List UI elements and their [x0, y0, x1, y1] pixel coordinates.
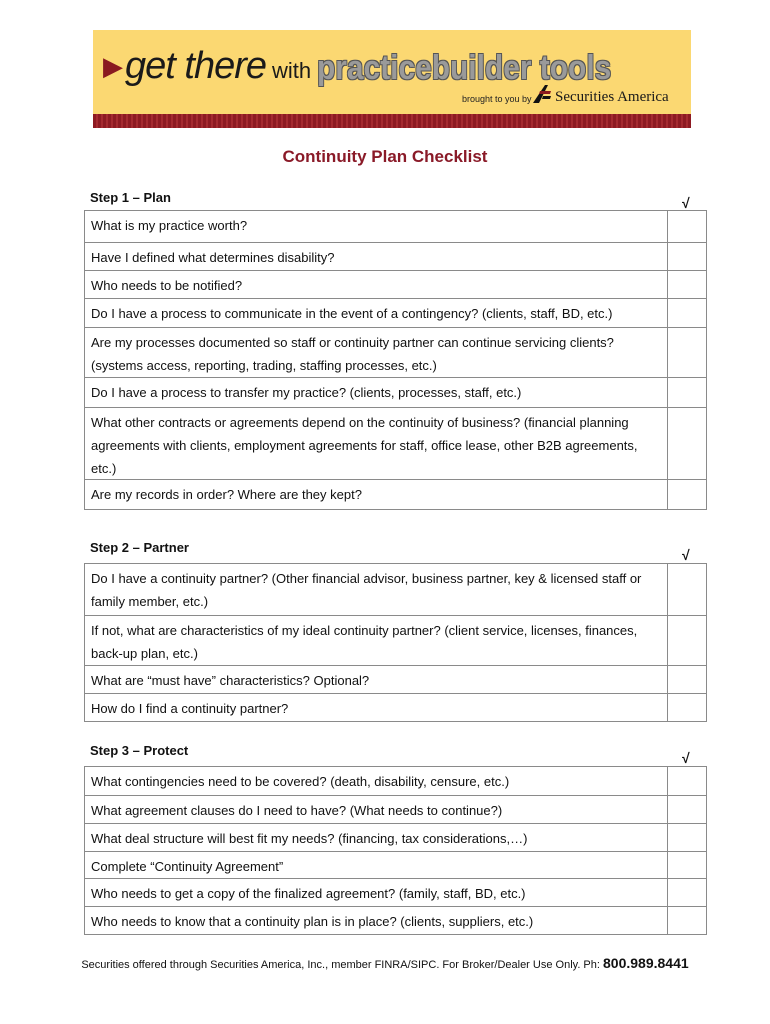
table-row: [85, 270, 706, 298]
checklist-item: What contingencies need to be covered? (death, disability, censure, etc.): [85, 767, 668, 795]
table-row: [85, 242, 706, 270]
checklist-item: What deal structure will best fit my needs? (financing, tax considerations,…): [85, 824, 668, 851]
table-row: [85, 407, 706, 479]
checkbox-cell[interactable]: [668, 907, 706, 934]
brought-to-you-by: brought to you by: [462, 94, 532, 104]
check-column-icon: √: [682, 547, 690, 563]
table-row: [85, 377, 706, 407]
checklist-item: What other contracts or agreements depend on the continuity of business? (financial planning agreements with clients, employment agreements for staff, office lease, other B2B agreements, etc.): [85, 408, 668, 479]
checkbox-cell[interactable]: [668, 243, 706, 270]
step-3-table: [84, 766, 707, 935]
page-title: Continuity Plan Checklist: [282, 147, 488, 166]
checkbox-cell[interactable]: [668, 879, 706, 906]
checklist-item: Who needs to know that a continuity plan is in place? (clients, suppliers, etc.): [85, 907, 668, 934]
check-column-icon: √: [682, 750, 690, 766]
checkbox-cell[interactable]: [668, 378, 706, 407]
checkbox-cell[interactable]: [668, 408, 706, 479]
table-row: [85, 795, 706, 823]
step-1-table: [84, 210, 707, 510]
footer-disclaimer: Securities offered through Securities America, Inc., member FINRA/SIPC. For Broker/Dealer Use Only. Ph:: [81, 959, 600, 971]
footer: [0, 955, 770, 971]
checkbox-cell[interactable]: [668, 211, 706, 242]
table-row: [85, 298, 706, 327]
table-row: [85, 211, 706, 242]
checklist-item: Have I defined what determines disability?: [85, 243, 668, 270]
table-row: [85, 564, 706, 615]
banner-title-with: with: [272, 58, 312, 83]
checkbox-cell[interactable]: [668, 796, 706, 823]
banner-title-get-there: get there: [125, 45, 266, 87]
checkbox-cell[interactable]: [668, 824, 706, 851]
checkbox-cell[interactable]: [668, 666, 706, 693]
table-row: [85, 767, 706, 795]
table-row: [85, 878, 706, 906]
table-row: [85, 615, 706, 665]
table-row: [85, 479, 706, 509]
checklist-item: Complete “Continuity Agreement”: [85, 852, 668, 878]
checklist-item: Are my records in order? Where are they kept?: [85, 480, 668, 509]
checkbox-cell[interactable]: [668, 694, 706, 721]
step-2-heading: Step 2 – Partner: [90, 540, 189, 555]
checkbox-cell[interactable]: [668, 271, 706, 298]
table-row: [85, 906, 706, 934]
checklist-item: Do I have a continuity partner? (Other financial advisor, business partner, key & licensed staff or family member, etc.): [85, 564, 668, 615]
checklist-item: Do I have a process to transfer my practice? (clients, processes, staff, etc.): [85, 378, 668, 407]
arrow-icon: ▶: [103, 51, 123, 81]
table-row: [85, 665, 706, 693]
checkbox-cell[interactable]: [668, 299, 706, 327]
banner-title: [103, 38, 652, 88]
company-name: Securities America: [555, 89, 669, 105]
checklist-item: Who needs to be notified?: [85, 271, 668, 298]
table-row: [85, 851, 706, 878]
checklist-item: How do I find a continuity partner?: [85, 694, 668, 721]
checkbox-cell[interactable]: [668, 616, 706, 665]
table-row: [85, 327, 706, 377]
step-3-heading: Step 3 – Protect: [90, 743, 189, 758]
banner-stripe: [93, 114, 691, 128]
checkbox-cell[interactable]: [668, 767, 706, 795]
checkbox-cell[interactable]: [668, 564, 706, 615]
check-column-icon: √: [682, 195, 690, 211]
table-row: [85, 823, 706, 851]
checklist-item: What are “must have” characteristics? Optional?: [85, 666, 668, 693]
checklist-item: What agreement clauses do I need to have? (What needs to continue?): [85, 796, 668, 823]
checklist-item: Who needs to get a copy of the finalized agreement? (family, staff, BD, etc.): [85, 879, 668, 906]
footer-phone: 800.989.8441: [603, 955, 689, 971]
checkbox-cell[interactable]: [668, 480, 706, 509]
checkbox-cell[interactable]: [668, 852, 706, 878]
header-banner: [93, 30, 691, 128]
securities-america-logo-icon: [531, 83, 553, 105]
banner-title-practicebuilder: practicebuilder tools: [317, 49, 612, 87]
checklist-item: Do I have a process to communicate in the event of a contingency? (clients, staff, BD, etc.): [85, 299, 668, 327]
checkbox-cell[interactable]: [668, 328, 706, 377]
checklist-item: Are my processes documented so staff or continuity partner can continue servicing clients? (systems access, reporting, trading, staffing processes, etc.): [85, 328, 668, 377]
table-row: [85, 693, 706, 721]
checklist-item: What is my practice worth?: [85, 211, 668, 242]
step-2-table: [84, 563, 707, 722]
checklist-item: If not, what are characteristics of my ideal continuity partner? (client service, licenses, finances, back-up plan, etc.): [85, 616, 668, 665]
step-1-heading: Step 1 – Plan: [90, 190, 171, 205]
